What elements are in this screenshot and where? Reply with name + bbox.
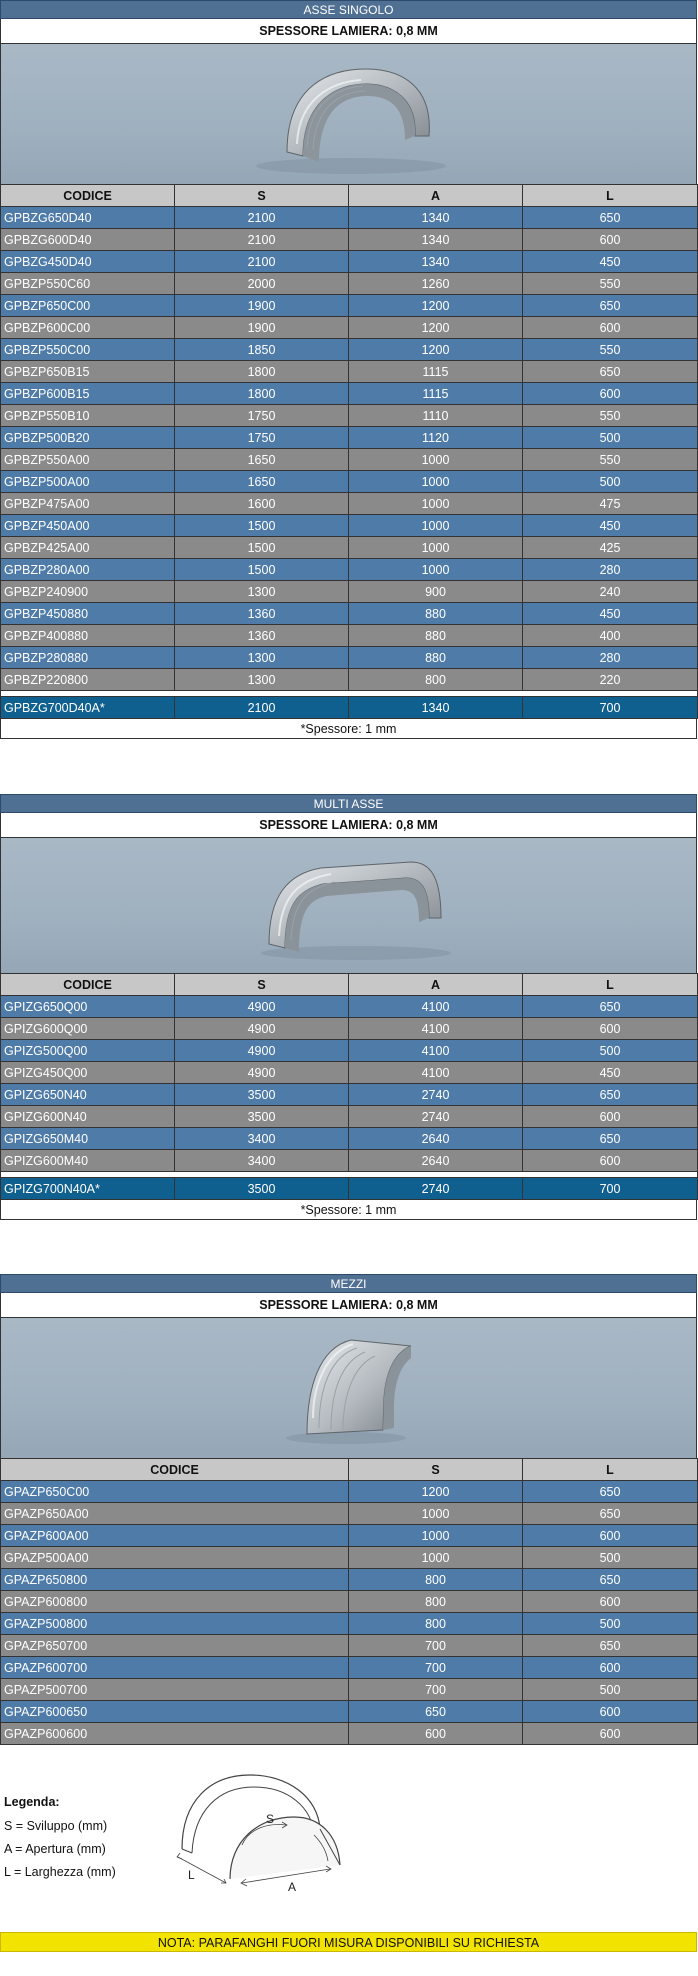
section-title: MULTI ASSE	[0, 794, 697, 813]
column-header-a: A	[349, 185, 523, 207]
cell-value: 600	[349, 1723, 523, 1745]
cell-code: GPIZG650M40	[1, 1128, 175, 1150]
cell-value: 650	[523, 207, 698, 229]
data-table	[0, 1458, 698, 1745]
cell-value: 450	[523, 251, 698, 273]
cell-value: 650	[523, 1503, 698, 1525]
cell-value: 240	[523, 581, 698, 603]
cell-value: 1000	[349, 1547, 523, 1569]
column-header-a: A	[349, 974, 523, 996]
table-row	[1, 1701, 698, 1723]
table-row	[1, 427, 698, 449]
cell-value: 2640	[349, 1150, 523, 1172]
cell-value: 400	[523, 625, 698, 647]
cell-value: 4900	[175, 1062, 349, 1084]
cell-value: 1000	[349, 493, 523, 515]
section-mezzi	[0, 1274, 697, 1745]
product-photo-multi-axle	[0, 838, 697, 973]
cell-value: 450	[523, 515, 698, 537]
cell-value: 3400	[175, 1128, 349, 1150]
table-row	[1, 317, 698, 339]
section-title: ASSE SINGOLO	[0, 0, 697, 19]
cell-value: 4100	[349, 1018, 523, 1040]
cell-value: 2100	[175, 251, 349, 273]
cell-code: GPBZP280880	[1, 647, 175, 669]
cell-value: 880	[349, 603, 523, 625]
section-subtitle: SPESSORE LAMIERA: 0,8 MM	[0, 813, 697, 838]
cell-code: GPBZP550C00	[1, 339, 175, 361]
cell-value: 880	[349, 625, 523, 647]
cell-value: 650	[523, 1481, 698, 1503]
diagram-label-a: A	[288, 1880, 297, 1891]
cell-code: GPIZG650Q00	[1, 996, 175, 1018]
legend-line-s: S = Sviluppo (mm)	[4, 1819, 108, 1833]
section-title: MEZZI	[0, 1274, 697, 1293]
column-header-l: L	[523, 185, 698, 207]
footer-note: NOTA: PARAFANGHI FUORI MISURA DISPONIBILI SU RICHIESTA	[0, 1932, 697, 1952]
cell-value: 3500	[175, 1084, 349, 1106]
table-row	[1, 273, 698, 295]
product-photo-single-axle	[0, 44, 697, 184]
cell-value: 2100	[175, 229, 349, 251]
table-row	[1, 1525, 698, 1547]
cell-value: 1850	[175, 339, 349, 361]
table-row	[1, 207, 698, 229]
column-header-l: L	[523, 974, 698, 996]
table-row	[1, 581, 698, 603]
table-row	[1, 1040, 698, 1062]
cell-value: 900	[349, 581, 523, 603]
cell-code: GPIZG600Q00	[1, 1018, 175, 1040]
table-row	[1, 1591, 698, 1613]
cell-value: 800	[349, 669, 523, 691]
legend-line-l: L = Larghezza (mm)	[4, 1865, 116, 1879]
product-photo-half-fender	[0, 1318, 697, 1458]
table-row	[1, 383, 698, 405]
cell-value: 800	[349, 1591, 523, 1613]
fender-dimension-diagram	[170, 1761, 350, 1891]
cell-code: GPAZP600A00	[1, 1525, 349, 1547]
table-row	[1, 405, 698, 427]
cell-value: 1000	[349, 471, 523, 493]
cell-value: 4100	[349, 996, 523, 1018]
data-table	[0, 184, 698, 719]
table-row	[1, 647, 698, 669]
cell-code: GPAZP500800	[1, 1613, 349, 1635]
column-header-code: CODICE	[1, 1459, 349, 1481]
table-row	[1, 1635, 698, 1657]
table-row	[1, 1679, 698, 1701]
cell-value: 500	[523, 1679, 698, 1701]
table-row	[1, 1481, 698, 1503]
diagram-label-s: S	[266, 1812, 275, 1826]
section-multi-asse	[0, 794, 697, 1220]
cell-value: 2100	[175, 207, 349, 229]
cell-value: 1500	[175, 515, 349, 537]
cell-code: GPBZP500A00	[1, 471, 175, 493]
table-row	[1, 251, 698, 273]
cell-value: 550	[523, 339, 698, 361]
data-table	[0, 973, 698, 1200]
cell-code: GPAZP650C00	[1, 1481, 349, 1503]
cell-code: GPBZP475A00	[1, 493, 175, 515]
cell-code: GPBZP500B20	[1, 427, 175, 449]
table-row-special	[1, 697, 698, 719]
column-header-s: S	[349, 1459, 523, 1481]
thickness-note: *Spessore: 1 mm	[0, 1200, 697, 1220]
cell-value: 4900	[175, 1040, 349, 1062]
cell-code: GPIZG600N40	[1, 1106, 175, 1128]
column-header-l: L	[523, 1459, 698, 1481]
cell-value: 1300	[175, 669, 349, 691]
cell-value: 1000	[349, 1525, 523, 1547]
cell-value: 1200	[349, 295, 523, 317]
cell-value: 1300	[175, 581, 349, 603]
cell-value: 500	[523, 427, 698, 449]
cell-value: 2100	[175, 697, 349, 719]
cell-value: 600	[523, 1018, 698, 1040]
cell-value: 475	[523, 493, 698, 515]
cell-value: 1120	[349, 427, 523, 449]
legend	[0, 1761, 697, 1911]
table-row	[1, 625, 698, 647]
cell-code: GPBZP240900	[1, 581, 175, 603]
cell-value: 1750	[175, 427, 349, 449]
cell-value: 550	[523, 405, 698, 427]
thickness-note: *Spessore: 1 mm	[0, 719, 697, 739]
cell-code: GPAZP600600	[1, 1723, 349, 1745]
table-row	[1, 339, 698, 361]
table-row	[1, 669, 698, 691]
cell-value: 1360	[175, 603, 349, 625]
table-row	[1, 1062, 698, 1084]
cell-code: GPBZP600C00	[1, 317, 175, 339]
column-header-code: CODICE	[1, 974, 175, 996]
cell-code: GPIZG450Q00	[1, 1062, 175, 1084]
cell-value: 650	[523, 361, 698, 383]
cell-code: GPIZG500Q00	[1, 1040, 175, 1062]
cell-value: 1000	[349, 1503, 523, 1525]
cell-value: 700	[349, 1679, 523, 1701]
section-asse-singolo	[0, 0, 697, 739]
table-row	[1, 537, 698, 559]
cell-value: 880	[349, 647, 523, 669]
cell-value: 1650	[175, 449, 349, 471]
cell-code: GPBZG450D40	[1, 251, 175, 273]
cell-value: 1000	[349, 559, 523, 581]
cell-value: 1260	[349, 273, 523, 295]
cell-code: GPBZP550A00	[1, 449, 175, 471]
cell-value: 2000	[175, 273, 349, 295]
cell-value: 700	[523, 1178, 698, 1200]
cell-value: 1500	[175, 559, 349, 581]
table-row	[1, 1018, 698, 1040]
cell-value: 600	[523, 1657, 698, 1679]
cell-value: 1200	[349, 317, 523, 339]
cell-value: 1800	[175, 361, 349, 383]
cell-code: GPAZP600800	[1, 1591, 349, 1613]
cell-value: 650	[523, 1569, 698, 1591]
cell-code: GPAZP500700	[1, 1679, 349, 1701]
cell-value: 1340	[349, 229, 523, 251]
cell-value: 1340	[349, 697, 523, 719]
cell-value: 220	[523, 669, 698, 691]
cell-value: 1200	[349, 339, 523, 361]
cell-value: 1000	[349, 449, 523, 471]
cell-value: 1115	[349, 383, 523, 405]
table-row-special	[1, 1178, 698, 1200]
cell-value: 280	[523, 559, 698, 581]
cell-code: GPBZG700D40A*	[1, 697, 175, 719]
cell-value: 4100	[349, 1062, 523, 1084]
table-row	[1, 1723, 698, 1745]
cell-value: 500	[523, 471, 698, 493]
cell-value: 425	[523, 537, 698, 559]
cell-value: 650	[523, 1128, 698, 1150]
cell-value: 650	[523, 295, 698, 317]
table-row	[1, 1613, 698, 1635]
cell-value: 1115	[349, 361, 523, 383]
section-subtitle: SPESSORE LAMIERA: 0,8 MM	[0, 1293, 697, 1318]
cell-value: 600	[523, 1525, 698, 1547]
cell-value: 1900	[175, 317, 349, 339]
cell-value: 650	[523, 996, 698, 1018]
cell-value: 3500	[175, 1106, 349, 1128]
cell-value: 1650	[175, 471, 349, 493]
cell-value: 1000	[349, 537, 523, 559]
cell-value: 500	[523, 1547, 698, 1569]
cell-code: GPAZP500A00	[1, 1547, 349, 1569]
cell-value: 600	[523, 383, 698, 405]
cell-value: 600	[523, 1591, 698, 1613]
table-header-row	[1, 1459, 698, 1481]
cell-value: 650	[349, 1701, 523, 1723]
cell-code: GPIZG650N40	[1, 1084, 175, 1106]
table-row	[1, 1128, 698, 1150]
cell-code: GPBZP450880	[1, 603, 175, 625]
cell-value: 650	[523, 1084, 698, 1106]
table-row	[1, 471, 698, 493]
cell-code: GPBZP550C60	[1, 273, 175, 295]
cell-value: 3500	[175, 1178, 349, 1200]
cell-value: 2740	[349, 1084, 523, 1106]
cell-value: 500	[523, 1613, 698, 1635]
cell-value: 800	[349, 1569, 523, 1591]
cell-code: GPBZP550B10	[1, 405, 175, 427]
cell-value: 600	[523, 1150, 698, 1172]
cell-value: 1800	[175, 383, 349, 405]
cell-code: GPIZG600M40	[1, 1150, 175, 1172]
section-subtitle: SPESSORE LAMIERA: 0,8 MM	[0, 19, 697, 44]
cell-code: GPBZP220800	[1, 669, 175, 691]
cell-code: GPAZP650800	[1, 1569, 349, 1591]
cell-value: 700	[349, 1635, 523, 1657]
table-row	[1, 1084, 698, 1106]
cell-code: GPAZP600700	[1, 1657, 349, 1679]
cell-value: 600	[523, 229, 698, 251]
cell-code: GPIZG700N40A*	[1, 1178, 175, 1200]
table-row	[1, 1106, 698, 1128]
cell-value: 2740	[349, 1106, 523, 1128]
cell-value: 1300	[175, 647, 349, 669]
cell-value: 1750	[175, 405, 349, 427]
cell-value: 700	[349, 1657, 523, 1679]
cell-value: 1340	[349, 251, 523, 273]
cell-value: 500	[523, 1040, 698, 1062]
cell-code: GPAZP650A00	[1, 1503, 349, 1525]
cell-code: GPBZP650B15	[1, 361, 175, 383]
cell-value: 2640	[349, 1128, 523, 1150]
cell-value: 4900	[175, 996, 349, 1018]
table-header-row	[1, 974, 698, 996]
cell-code: GPBZP280A00	[1, 559, 175, 581]
cell-value: 1900	[175, 295, 349, 317]
cell-code: GPBZP650C00	[1, 295, 175, 317]
table-row	[1, 1547, 698, 1569]
cell-value: 450	[523, 1062, 698, 1084]
cell-value: 600	[523, 1701, 698, 1723]
diagram-label-l: L	[188, 1868, 195, 1882]
table-row	[1, 1503, 698, 1525]
cell-code: GPBZG600D40	[1, 229, 175, 251]
table-row	[1, 603, 698, 625]
cell-value: 1340	[349, 207, 523, 229]
cell-value: 2740	[349, 1178, 523, 1200]
cell-value: 600	[523, 1723, 698, 1745]
table-row	[1, 1657, 698, 1679]
cell-code: GPAZP600650	[1, 1701, 349, 1723]
cell-value: 1360	[175, 625, 349, 647]
table-row	[1, 361, 698, 383]
cell-value: 700	[523, 697, 698, 719]
cell-value: 600	[523, 1106, 698, 1128]
cell-value: 1500	[175, 537, 349, 559]
cell-value: 800	[349, 1613, 523, 1635]
cell-value: 4100	[349, 1040, 523, 1062]
cell-value: 1600	[175, 493, 349, 515]
cell-value: 650	[523, 1635, 698, 1657]
table-row	[1, 1150, 698, 1172]
cell-code: GPBZP450A00	[1, 515, 175, 537]
table-row	[1, 1569, 698, 1591]
table-header-row	[1, 185, 698, 207]
table-row	[1, 515, 698, 537]
table-row	[1, 449, 698, 471]
column-header-s: S	[175, 185, 349, 207]
cell-value: 1110	[349, 405, 523, 427]
table-row	[1, 295, 698, 317]
cell-value: 550	[523, 449, 698, 471]
cell-value: 550	[523, 273, 698, 295]
cell-value: 600	[523, 317, 698, 339]
cell-code: GPBZP600B15	[1, 383, 175, 405]
table-row	[1, 996, 698, 1018]
legend-line-a: A = Apertura (mm)	[4, 1842, 106, 1856]
cell-code: GPBZG650D40	[1, 207, 175, 229]
table-row	[1, 229, 698, 251]
cell-code: GPBZP425A00	[1, 537, 175, 559]
column-header-code: CODICE	[1, 185, 175, 207]
cell-value: 280	[523, 647, 698, 669]
table-row	[1, 493, 698, 515]
cell-code: GPAZP650700	[1, 1635, 349, 1657]
cell-value: 450	[523, 603, 698, 625]
cell-value: 3400	[175, 1150, 349, 1172]
column-header-s: S	[175, 974, 349, 996]
cell-value: 4900	[175, 1018, 349, 1040]
cell-value: 1000	[349, 515, 523, 537]
table-row	[1, 559, 698, 581]
cell-value: 1200	[349, 1481, 523, 1503]
legend-title: Legenda:	[4, 1795, 60, 1809]
cell-code: GPBZP400880	[1, 625, 175, 647]
